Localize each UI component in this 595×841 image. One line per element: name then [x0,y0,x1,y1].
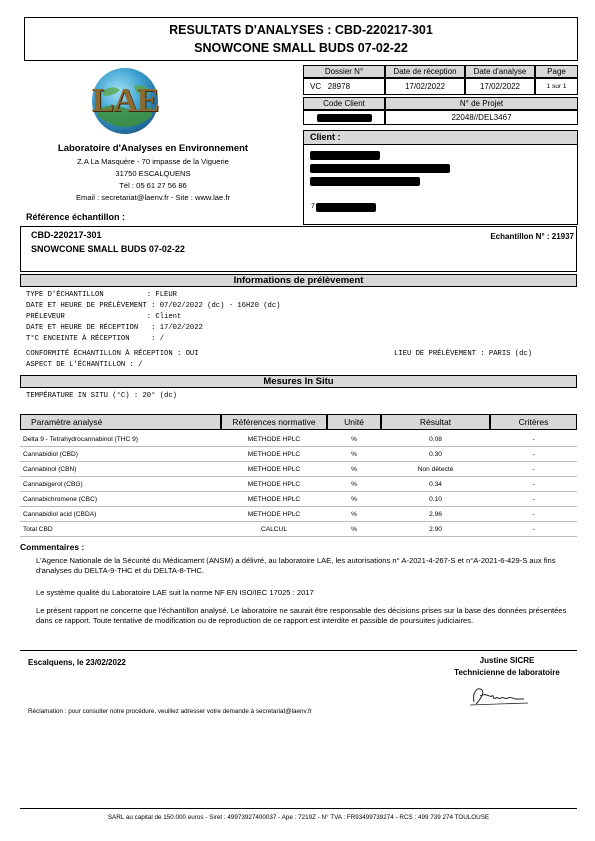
result-value: 0.30 [381,447,490,462]
result-unit: % [327,447,381,462]
page-title: RESULTATS D'ANALYSES : CBD-220217-301 [169,23,433,37]
prelevement-title: Informations de prélèvement [20,274,577,287]
reference-box [20,226,577,272]
result-value: 0.08 [381,432,490,447]
client-line-prefix: 7 [311,203,315,210]
date-reception-value: 17/02/2022 [385,78,465,95]
page-value: 1 sur 1 [535,78,578,95]
title-box [24,17,578,61]
result-unit: % [327,507,381,522]
result-unit: % [327,492,381,507]
table-row [20,477,577,492]
comments-paragraph-3: Le présent rapport ne concerne que l'échantillon analysé. Le laboratoire ne saurait être responsable des décisions prises sur la base des données présentées dans ce rapport. Toute tentative de modification ou de reproduction de ce rapport est interdite et passible de poursuites judiciaires. [36,606,567,625]
lab-address-2: 31750 ESCALQUENS [115,169,191,178]
result-ref: METHODE HPLC [221,477,327,492]
date-reception-header: Date de réception [385,65,465,78]
date-analyse-value: 17/02/2022 [465,78,535,95]
lab-email: Email : secretariat@laenv.fr - Site : www.lae.fr [75,193,230,202]
result-criteria: - [490,447,577,462]
result-unit: % [327,462,381,477]
result-ref: METHODE HPLC [221,492,327,507]
results-header-criteres: Critères [490,414,577,430]
logo-text: LAE [91,82,159,119]
result-param: Cannabigerol (CBG) [20,477,221,492]
results-header-references: Références normative [221,414,327,430]
signature-divider [20,650,577,651]
results-header-parametre: Paramètre analysé [20,414,221,430]
signer-role: Technicienne de laboratoire [454,668,560,677]
results-header-resultat: Résultat [381,414,490,430]
reference-label: Référence échantillon : [26,212,126,222]
code-client-header: Code Client [303,97,385,110]
prelevement-line: DATE ET HEURE DE PRÉLÈVEMENT : 07/02/2022 (dc) - 16H20 (dc) [26,302,281,310]
result-param: Cannabichromene (CBC) [20,492,221,507]
reclamation-text: Réclamation : pour consulter notre procédure, veuillez adresser votre demande à secretariat@laenv.fr [28,708,312,715]
result-ref: METHODE HPLC [221,507,327,522]
lab-tel: Tél : 05 61 27 56 86 [119,181,187,190]
prelevement-line: CONFORMITÉ ÉCHANTILLON À RÉCEPTION : OUI [26,350,199,358]
client-box [303,130,578,225]
lab-name: Laboratoire d'Analyses en Environnement [57,143,249,154]
page-subtitle: SNOWCONE SMALL BUDS 07-02-22 [194,41,408,55]
result-unit: % [327,522,381,537]
result-criteria: - [490,522,577,537]
prelevement-line: PRÉLEVEUR : Client [26,313,182,321]
prelevement-line: T°C ENCEINTE À RÉCEPTION : / [26,335,165,343]
comments-paragraph-1: L'Agence Nationale de la Sécurité du Médicament (ANSM) a délivré, au laboratoire LAE, les autorisations n° A-2021-4-267-S et n°A-2021-6-429-S aux fins d'analyses du DELTA-9-THC et du DELTA-8-THC. [36,556,556,575]
lab-address-1: Z.A La Masquère - 70 impasse de la Viguerie [77,157,229,166]
lae-logo [90,66,160,136]
results-header-unite: Unité [327,414,381,430]
footer-divider [20,808,577,809]
table-row [20,522,577,537]
table-row [20,507,577,522]
echantillon-number: Echantillon N° : 21937 [490,232,574,241]
result-value: 0.34 [381,477,490,492]
result-param: Cannabidiol acid (CBDA) [20,507,221,522]
signer-name: Justine SICRE [479,656,535,665]
projet-value: 22048//DEL3467 [385,110,578,125]
prelevement-lieu: LIEU DE PRÉLÈVEMENT : PARIS (dc) [394,350,533,358]
dossier-header: Dossier N° [303,65,385,78]
footer-text: SARL au capital de 150.000 euros - Siret : 49973927400037 - Ape : 7219Z - N° TVA : FR93499739274 - RCS : 499 739 274 TOULOUSE [107,814,490,821]
table-row [20,462,577,477]
result-param: Cannabidiol (CBD) [20,447,221,462]
result-value: Non détecté [381,462,490,477]
table-row [20,432,577,447]
date-analyse-header: Date d'analyse [465,65,535,78]
client-redaction-1 [310,151,380,160]
place-date: Escalquens, le 23/02/2022 [28,658,126,667]
result-param: Delta 9 - Tetrahydrocannabinol (THC 9) [20,432,221,447]
result-criteria: - [490,492,577,507]
in-situ-title: Mesures In Situ [20,375,577,388]
projet-header: N° de Projet [385,97,578,110]
redaction-bar [317,114,372,122]
result-ref: CALCUL [221,522,327,537]
reference-name: SNOWCONE SMALL BUDS 07-02-22 [31,244,185,254]
signature-mark [468,684,530,708]
client-redaction-4 [316,203,376,212]
table-row [20,492,577,507]
comments-paragraph-2: Le système qualité du Laboratoire LAE suit la norme NF EN ISO/IEC 17025 : 2017 [36,588,314,597]
results-table [20,432,577,537]
result-ref: METHODE HPLC [221,462,327,477]
client-header [304,131,577,145]
client-redaction-3 [310,177,420,186]
result-unit: % [327,432,381,447]
dossier-value: VC 28978 [303,78,385,95]
result-criteria: - [490,462,577,477]
reference-code: CBD-220217-301 [31,230,102,240]
prelevement-line: ASPECT DE L'ÉCHANTILLON : / [26,361,143,369]
result-unit: % [327,477,381,492]
result-criteria: - [490,477,577,492]
client-redaction-2 [310,164,450,173]
result-param: Total CBD [20,522,221,537]
page-header: Page [535,65,578,78]
result-criteria: - [490,507,577,522]
result-ref: METHODE HPLC [221,432,327,447]
result-param: Cannabinol (CBN) [20,462,221,477]
result-ref: METHODE HPLC [221,447,327,462]
result-value: 0.10 [381,492,490,507]
table-row [20,447,577,462]
prelevement-line: DATE ET HEURE DE RÉCEPTION : 17/02/2022 [26,324,203,332]
client-label: Client : [310,132,341,142]
result-criteria: - [490,432,577,447]
in-situ-line: TEMPÉRATURE IN SITU (°C) : 20° (dc) [26,392,177,400]
result-value: 2.90 [381,522,490,537]
code-client-value [303,110,385,125]
prelevement-line: TYPE D'ÉCHANTILLON : FLEUR [26,291,177,299]
comments-label: Commentaires : [20,542,85,552]
result-value: 2.96 [381,507,490,522]
